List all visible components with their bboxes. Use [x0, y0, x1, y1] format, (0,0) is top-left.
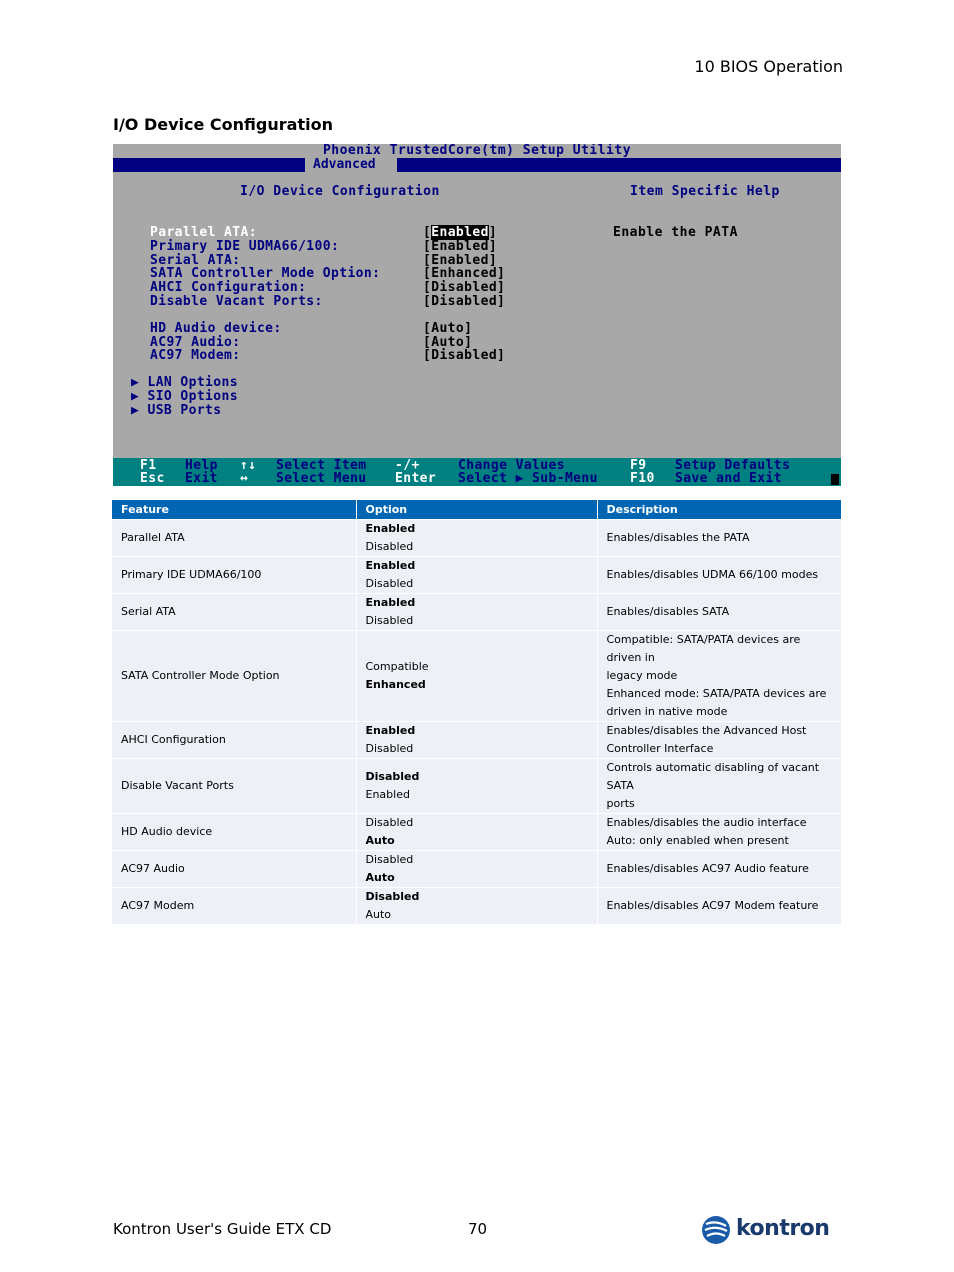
bios-setting-label-text: Parallel ATA: [150, 225, 257, 240]
bios-help-text: Enable the PATA [613, 225, 738, 240]
bios-submenu-usb[interactable] [131, 404, 222, 418]
bios-setting-label[interactable]: AC97 Audio: [150, 335, 241, 350]
bios-setting-label[interactable]: Primary IDE UDMA66/100: [150, 239, 340, 254]
description-cell [597, 721, 841, 758]
option-value: Auto [365, 907, 392, 921]
description-cell [597, 813, 841, 850]
description-cell [597, 850, 841, 887]
bios-help-heading: Item Specific Help [630, 184, 780, 199]
bios-screen-heading: I/O Device Configuration [240, 184, 440, 199]
feature-table [112, 500, 841, 924]
description-cell [597, 519, 841, 556]
option-cell [356, 721, 597, 758]
key-f1: F1 [140, 458, 157, 473]
description-line: Enables/disables the PATA [606, 530, 750, 544]
table-row [112, 887, 841, 924]
key-enter: Enter [395, 471, 437, 486]
option-cell [356, 758, 597, 813]
option-value: Enabled [365, 723, 416, 737]
table-header-description: Description [597, 500, 841, 519]
key-updown: ↑↓ [240, 458, 257, 473]
option-value: Disabled [365, 815, 414, 829]
key-desc: Save and Exit [675, 471, 782, 486]
option-cell [356, 556, 597, 593]
option-value: Enabled [365, 558, 416, 572]
key-desc: Select Menu [276, 471, 367, 486]
key-desc: Select Item [276, 458, 367, 473]
option-cell [356, 813, 597, 850]
option-value: Enhanced [365, 677, 426, 691]
description-line: Controller Interface [606, 741, 714, 755]
bios-selected-value: Enabled [431, 225, 489, 240]
submenu-label: SIO Options [147, 389, 238, 404]
bios-setting-value[interactable]: [Enhanced] [423, 266, 506, 281]
option-value: Disabled [365, 613, 414, 627]
description-line: ports [606, 796, 635, 810]
feature-cell: HD Audio device [112, 813, 356, 850]
bios-submenu-lan[interactable] [131, 376, 238, 390]
option-cell [356, 850, 597, 887]
table-header-row [112, 500, 841, 519]
bios-setting-value[interactable]: [Disabled] [423, 348, 506, 363]
bios-title: Phoenix TrustedCore(tm) Setup Utility [322, 144, 632, 158]
table-row [112, 813, 841, 850]
option-value: Disabled [365, 576, 414, 590]
key-desc: Select ▶ Sub-Menu [458, 471, 598, 486]
description-line: Enables/disables AC97 Modem feature [606, 898, 819, 912]
option-value: Disabled [365, 852, 414, 866]
description-line: Enhanced mode: SATA/PATA devices are [606, 686, 827, 700]
description-line: Compatible: SATA/PATA devices are driven in [606, 632, 801, 664]
option-value: Auto [365, 870, 395, 884]
feature-cell: AC97 Modem [112, 887, 356, 924]
page-number: 70 [468, 1220, 488, 1238]
kontron-logo-icon [700, 1214, 732, 1246]
bios-setting-value[interactable]: [Auto] [423, 321, 473, 336]
key-desc: Setup Defaults [675, 458, 791, 473]
description-line: Enables/disables the Advanced Host [606, 723, 807, 737]
bios-menu-advanced[interactable]: Advanced [305, 158, 397, 172]
description-line: Enables/disables AC97 Audio feature [606, 861, 809, 875]
bios-setting-label[interactable]: AC97 Modem: [150, 348, 241, 363]
bios-setting-value[interactable]: [Disabled] [423, 294, 506, 309]
table-row [112, 519, 841, 556]
bios-setting-label[interactable]: Disable Vacant Ports: [150, 294, 323, 309]
key-leftright: ↔ [240, 471, 249, 486]
option-cell [356, 887, 597, 924]
option-cell [356, 519, 597, 556]
submenu-label: LAN Options [147, 375, 238, 390]
description-line: legacy mode [606, 668, 678, 682]
description-line: Controls automatic disabling of vacant SATA [606, 760, 820, 792]
section-title: I/O Device Configuration [113, 115, 333, 134]
option-value: Disabled [365, 539, 414, 553]
description-cell [597, 758, 841, 813]
text-cursor [831, 474, 839, 485]
description-line: Enables/disables SATA [606, 604, 730, 618]
option-value: Enabled [365, 521, 416, 535]
option-value: Compatible [365, 659, 429, 673]
option-value: Disabled [365, 889, 420, 903]
description-cell [597, 887, 841, 924]
key-desc: Help [185, 458, 218, 473]
feature-cell: AHCI Configuration [112, 721, 356, 758]
bios-setting-value[interactable]: [Enabled] [423, 225, 498, 240]
description-line: Enables/disables the audio interface [606, 815, 807, 829]
bios-title-bar [113, 144, 841, 158]
key-desc: Change Values [458, 458, 565, 473]
table-row [112, 721, 841, 758]
chapter-header: 10 BIOS Operation [694, 57, 843, 76]
kontron-logo [700, 1214, 842, 1246]
key-plusminus: -/+ [395, 458, 420, 473]
submenu-arrow-icon: ▶ [131, 375, 148, 390]
bios-setting-label[interactable] [150, 226, 257, 240]
bios-setting-value[interactable]: [Enabled] [423, 239, 498, 254]
option-cell [356, 630, 597, 721]
description-cell [597, 593, 841, 630]
bios-setting-label[interactable]: Serial ATA: [150, 253, 241, 268]
key-desc: Exit [185, 471, 218, 486]
bios-menubar [113, 158, 841, 172]
feature-cell: AC97 Audio [112, 850, 356, 887]
table-row [112, 593, 841, 630]
description-line: Auto: only enabled when present [606, 833, 789, 847]
option-value: Enabled [365, 787, 410, 801]
description-line: driven in native mode [606, 704, 728, 718]
submenu-label: USB Ports [147, 403, 222, 418]
logo-wordmark: kontron [736, 1216, 830, 1241]
table-row [112, 630, 841, 721]
option-value: Enabled [365, 595, 416, 609]
submenu-arrow-icon: ▶ [131, 403, 148, 418]
key-esc: Esc [140, 471, 165, 486]
key-f9: F9 [630, 458, 647, 473]
description-cell [597, 630, 841, 721]
feature-cell: Serial ATA [112, 593, 356, 630]
feature-cell: Disable Vacant Ports [112, 758, 356, 813]
table-header-option: Option [356, 500, 597, 519]
description-cell [597, 556, 841, 593]
option-cell [356, 593, 597, 630]
bios-setting-label[interactable]: HD Audio device: [150, 321, 282, 336]
bios-setting-label[interactable]: AHCI Configuration: [150, 280, 307, 295]
submenu-arrow-icon: ▶ [131, 389, 148, 404]
guide-title: Kontron User's Guide ETX CD [113, 1220, 332, 1238]
bios-screenshot [113, 144, 841, 486]
bios-setting-label[interactable]: SATA Controller Mode Option: [150, 266, 381, 281]
table-row [112, 758, 841, 813]
bios-setting-value[interactable]: [Auto] [423, 335, 473, 350]
key-f10: F10 [630, 471, 655, 486]
feature-cell: Primary IDE UDMA66/100 [112, 556, 356, 593]
bios-setting-value[interactable]: [Enabled] [423, 253, 498, 268]
option-value: Auto [365, 833, 395, 847]
bios-footer [113, 458, 841, 486]
option-value: Disabled [365, 769, 420, 783]
description-line: Enables/disables UDMA 66/100 modes [606, 567, 819, 581]
table-row [112, 850, 841, 887]
feature-cell: SATA Controller Mode Option [112, 630, 356, 721]
option-value: Disabled [365, 741, 414, 755]
feature-cell: Parallel ATA [112, 519, 356, 556]
table-row [112, 556, 841, 593]
table-header-feature: Feature [112, 500, 356, 519]
bios-submenu-sio[interactable] [131, 390, 238, 404]
bios-setting-value[interactable]: [Disabled] [423, 280, 506, 295]
